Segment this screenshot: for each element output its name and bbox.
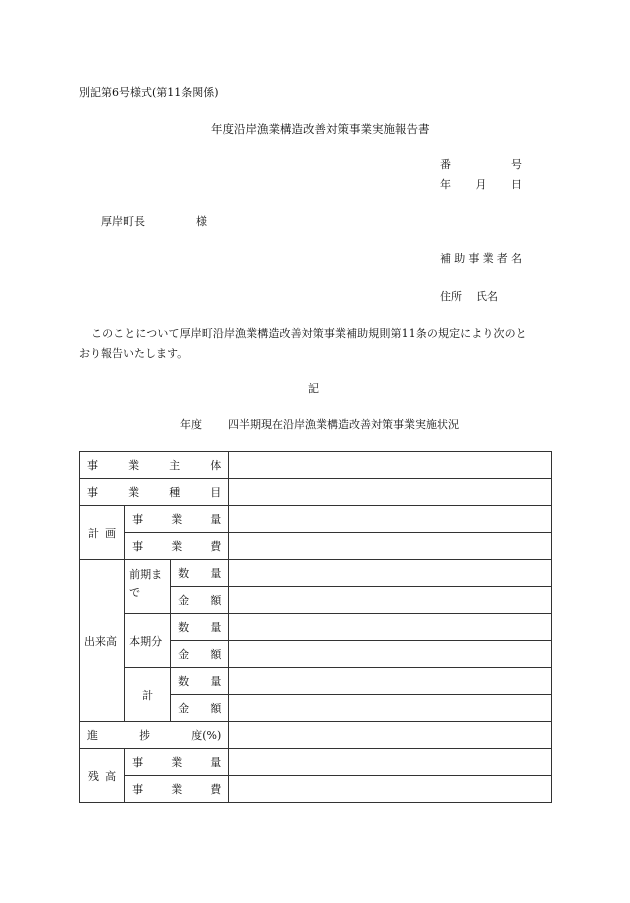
total-amount-label: 金 額 <box>171 695 229 722</box>
row-total-quantity <box>80 668 552 695</box>
remaining-cost-value[interactable] <box>229 776 552 803</box>
current-amount-value[interactable] <box>229 641 552 668</box>
current-quantity-label: 数 量 <box>171 614 229 641</box>
number-label: 番 号 <box>440 158 522 171</box>
current-label: 本期分 <box>125 614 171 668</box>
row-entity <box>80 452 552 479</box>
row-current-quantity <box>80 614 552 641</box>
subtitle-year: 年度 <box>180 418 202 431</box>
prior-label: 前期ま で <box>125 560 171 614</box>
subtitle: 四半期現在沿岸漁業構造改善対策事業実施状況 <box>228 418 459 431</box>
address-label: 住所 <box>440 290 462 303</box>
name-label: 氏名 <box>476 290 498 303</box>
form-reference: 別記第6号様式(第11条関係) <box>79 86 219 99</box>
body-line-1: このことについて厚岸町沿岸漁業構造改善対策事業補助規則第11条の規定により次のと <box>91 327 527 340</box>
addressee-honorific: 様 <box>196 215 207 228</box>
progress-value[interactable] <box>229 722 552 749</box>
remaining-cost-label: 事 業 費 <box>125 776 229 803</box>
current-amount-label: 金 額 <box>171 641 229 668</box>
date-label: 年 月 日 <box>440 178 522 191</box>
progress-label: 進 捗 度(%) <box>80 722 229 749</box>
total-amount-value[interactable] <box>229 695 552 722</box>
plan-cost-label: 事 業 費 <box>125 533 229 560</box>
row-plan-cost <box>80 533 552 560</box>
plan-volume-label: 事 業 量 <box>125 506 229 533</box>
remaining-volume-label: 事 業 量 <box>125 749 229 776</box>
row-type <box>80 479 552 506</box>
type-label: 事 業 種 目 <box>80 479 229 506</box>
total-quantity-label: 数 量 <box>171 668 229 695</box>
current-quantity-value[interactable] <box>229 614 552 641</box>
prior-amount-value[interactable] <box>229 587 552 614</box>
plan-label: 計 画 <box>80 506 125 560</box>
row-plan-volume <box>80 506 552 533</box>
status-table <box>79 451 552 803</box>
row-progress <box>80 722 552 749</box>
prior-amount-label: 金 額 <box>171 587 229 614</box>
document-title: 年度沿岸漁業構造改善対策事業実施報告書 <box>211 122 430 136</box>
total-quantity-value[interactable] <box>229 668 552 695</box>
plan-volume-value[interactable] <box>229 506 552 533</box>
applicant-name-label: 補 助 事 業 者 名 <box>440 252 522 265</box>
remaining-label: 残 高 <box>80 749 125 803</box>
row-prior-quantity <box>80 560 552 587</box>
row-remaining-volume <box>80 749 552 776</box>
entity-label: 事 業 主 体 <box>80 452 229 479</box>
entity-value[interactable] <box>229 452 552 479</box>
row-remaining-cost <box>80 776 552 803</box>
remaining-volume-value[interactable] <box>229 749 552 776</box>
prior-quantity-value[interactable] <box>229 560 552 587</box>
prior-quantity-label: 数 量 <box>171 560 229 587</box>
type-value[interactable] <box>229 479 552 506</box>
ki-heading: 記 <box>308 382 319 395</box>
addressee-name: 厚岸町長 <box>101 215 145 228</box>
body-line-2: おり報告いたします。 <box>79 347 189 360</box>
output-label: 出来高 <box>80 560 125 722</box>
total-label: 計 <box>125 668 171 722</box>
plan-cost-value[interactable] <box>229 533 552 560</box>
